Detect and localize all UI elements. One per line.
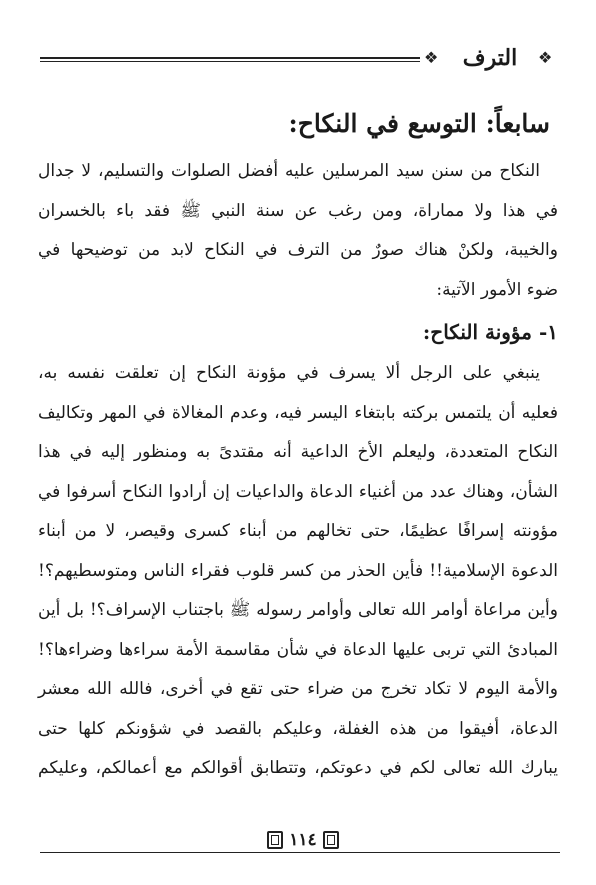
text-line: ينبغي على الرجل ألا يسرف في مؤونة النكاح إن تعلقت نفسه به، (38, 363, 540, 383)
running-title: الترف (462, 45, 518, 71)
text-line: النكاح المتعددة، وليعلم الأخ الداعية أنه مقتدىً به ومنظور إليه في هذا (38, 442, 558, 462)
footer-rule (40, 852, 560, 853)
subsection-heading: ١- مؤونة النكاح: (422, 320, 558, 344)
text-line: الشأن، وهناك عدد من أغنياء الدعاة والداعيات إن أرادوا النكاح أسرفوا في (38, 481, 558, 502)
diamond-ornament-icon: ❖ (538, 48, 553, 67)
text-line: مؤونته إسرافًا عظيمًا، حتى تخالهم من أبناء كسرى وقيصر، لا من أبناء (38, 521, 558, 541)
text-line: يبارك الله تعالى لكم في دعوتكم، وتتطابق أقوالكم مع أعمالكم، وعليكم (38, 758, 558, 778)
header-rule (40, 57, 420, 62)
text-line: ضوء الأمور الآتية: (436, 279, 558, 300)
page-header (40, 40, 560, 80)
page-content (38, 100, 558, 789)
text-line: وأين مراعاة أوامر الله تعالى وأوامر رسوله ﷺ باجتناب الإسراف؟! بل أين (38, 600, 558, 620)
intro-paragraph (38, 152, 558, 310)
section-heading: سابعاً: التوسع في النكاح: (288, 109, 550, 138)
book-icon (267, 831, 283, 849)
text-line: الدعاة، أفيقوا من هذه الغفلة، وعليكم بالقصد في شؤونكم كلها حتى (38, 718, 558, 739)
diamond-ornament-icon: ❖ (424, 48, 439, 67)
text-line: والأمة اليوم لا تكاد تخرج من ضراء حتى تقع في أخرى، فالله الله معشر (38, 679, 558, 699)
text-line: النكاح من سنن سيد المرسلين عليه أفضل الصلوات والتسليم، لا جدال (38, 161, 540, 181)
text-line: المبادئ التي تربى عليها الدعاة في شأن مقاسمة الأمة سراءها وضراءها؟! (38, 639, 558, 660)
text-line: فعليه أن يلتمس بركته بابتغاء اليسر فيه، وعدم المغالاة في المهر وتكاليف (38, 402, 558, 423)
page-footer (40, 824, 560, 864)
text-line: والخيبة، ولكنْ هناك صورٌ من الترف في النكاح لابد من توضيحها في (38, 240, 558, 260)
page-number: ١١٤ (289, 830, 317, 850)
book-icon (323, 831, 339, 849)
text-line: الدعوة الإسلامية!! فأين الحذر من كسر قلوب فقراء الناس ومتوسطيهم؟! (38, 560, 558, 581)
page-number-box (258, 828, 348, 852)
text-line: في هذا ولا مماراة، ومن رغب عن سنة النبي ﷺ فقد باء بالخسران (38, 200, 558, 221)
body-paragraph (38, 354, 558, 789)
